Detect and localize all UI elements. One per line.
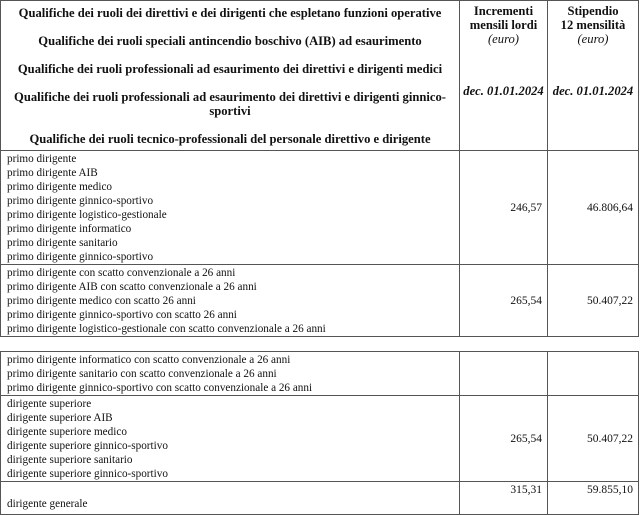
list-item: primo dirigente medico bbox=[7, 181, 113, 193]
table-row bbox=[1, 151, 639, 265]
table-header-row bbox=[1, 1, 639, 151]
salary-header bbox=[548, 1, 639, 151]
header-line: Qualifiche dei ruoli professionali ad esaurimento dei direttivi e dirigenti ginnico- bbox=[14, 89, 446, 104]
increment-value: 246,57 bbox=[460, 151, 548, 265]
list-item: primo dirigente ginnico-sportivo bbox=[7, 195, 154, 207]
increment-value bbox=[460, 352, 548, 396]
list-item: primo dirigente ginnico-sportivo bbox=[7, 251, 154, 263]
qualifiche-list bbox=[1, 482, 460, 515]
list-item: primo dirigente informatico con scatto convenzionale a 26 anni bbox=[7, 354, 291, 366]
list-item: primo dirigente sanitario con scatto convenzionale a 26 anni bbox=[7, 368, 277, 380]
list-item: dirigente superiore ginnico-sportivo bbox=[7, 468, 168, 480]
list-item: dirigente superiore AIB bbox=[7, 412, 113, 424]
table-row bbox=[1, 352, 639, 396]
list-item: primo dirigente ginnico-sportivo con scatto convenzionale a 26 anni bbox=[7, 382, 313, 394]
salary-unit: (euro) bbox=[577, 32, 609, 46]
header-line: Qualifiche dei ruoli dei direttivi e dei dirigenti che espletano funzioni operative bbox=[18, 5, 442, 20]
increment-date: dec. 01.01.2024 bbox=[463, 84, 544, 98]
list-item: primo dirigente medico con scatto 26 anni bbox=[7, 295, 196, 307]
table-row bbox=[1, 265, 639, 337]
salary-value: 59.855,10 bbox=[548, 482, 639, 515]
table-row bbox=[1, 482, 639, 515]
qualifiche-header bbox=[1, 1, 460, 151]
list-item: dirigente superiore sanitario bbox=[7, 454, 133, 466]
list-item: primo dirigente ginnico-sportivo con scatto 26 anni bbox=[7, 309, 237, 321]
list-item: primo dirigente AIB bbox=[7, 167, 98, 179]
salary-value: 50.407,22 bbox=[548, 265, 639, 337]
list-item: primo dirigente bbox=[7, 153, 77, 165]
increment-value: 315,31 bbox=[460, 482, 548, 515]
salary-value: 50.407,22 bbox=[548, 396, 639, 482]
list-item: primo dirigente con scatto convenzionale a 26 anni bbox=[7, 267, 236, 279]
list-item: dirigente generale bbox=[7, 498, 88, 510]
list-item: dirigente superiore bbox=[7, 398, 92, 410]
header-line: Qualifiche dei ruoli professionali ad esaurimento dei direttivi e dirigenti medici bbox=[17, 61, 443, 76]
list-item: primo dirigente logistico-gestionale bbox=[7, 209, 167, 221]
list-item: dirigente superiore ginnico-sportivo bbox=[7, 440, 168, 452]
salary-date: dec. 01.01.2024 bbox=[552, 84, 634, 98]
increment-unit: (euro) bbox=[487, 32, 519, 46]
header-line: sportivi bbox=[209, 103, 251, 118]
salary-title-line2: 12 mensilità bbox=[560, 18, 626, 32]
qualifiche-list bbox=[1, 396, 460, 482]
increment-title-line1: Incrementi bbox=[473, 4, 534, 18]
list-item: primo dirigente sanitario bbox=[7, 237, 118, 249]
salary-table-bottom bbox=[0, 351, 639, 515]
increment-title-line2: mensili lordi bbox=[469, 18, 538, 32]
increment-value: 265,54 bbox=[460, 396, 548, 482]
qualifiche-list bbox=[1, 352, 460, 396]
qualifiche-list bbox=[1, 265, 460, 337]
header-line: Qualifiche dei ruoli speciali antincendio boschivo (AIB) ad esaurimento bbox=[38, 33, 422, 48]
list-item: primo dirigente AIB con scatto convenzionale a 26 anni bbox=[7, 281, 257, 293]
list-item: primo dirigente logistico-gestionale con scatto convenzionale a 26 anni bbox=[7, 323, 326, 335]
header-line: Qualifiche dei ruoli tecnico-professionali del personale direttivo e dirigente bbox=[29, 131, 431, 146]
qualifiche-list bbox=[1, 151, 460, 265]
salary-value: 46.806,64 bbox=[548, 151, 639, 265]
increment-header bbox=[460, 1, 548, 151]
list-item: dirigente superiore medico bbox=[7, 426, 127, 438]
list-item: primo dirigente informatico bbox=[7, 223, 132, 235]
salary-value bbox=[548, 352, 639, 396]
increment-value: 265,54 bbox=[460, 265, 548, 337]
salary-title-line1: Stipendio bbox=[567, 4, 619, 18]
table-row bbox=[1, 396, 639, 482]
